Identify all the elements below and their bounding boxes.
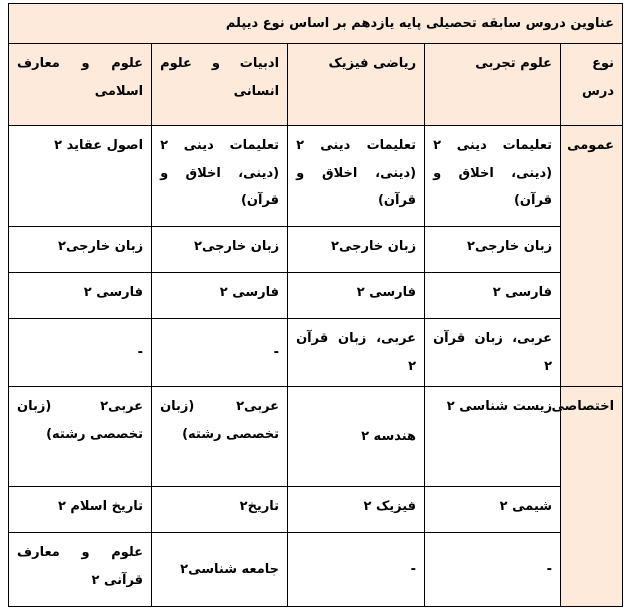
table-cell: زبان خارجی۲ [152, 227, 288, 273]
table-row [9, 487, 623, 533]
table-cell: - [9, 319, 152, 387]
table-row [9, 387, 623, 487]
table-cell: اصول عقاید ۲ [9, 126, 152, 227]
table-cell: شیمی ۲ [425, 487, 561, 533]
table-cell: جامعه شناسی۲ [152, 533, 288, 607]
table-cell: - [425, 533, 561, 607]
table-cell: فیزیک ۲ [288, 487, 425, 533]
corner-header: نوع درس [561, 44, 623, 126]
table-cell: فارسی ۲ [9, 273, 152, 319]
table-cell: عربی۲ (زبان تخصصی رشته) [152, 387, 288, 487]
curriculum-table [8, 3, 623, 607]
table-cell: فارسی ۲ [288, 273, 425, 319]
table-cell: زیست شناسی ۲ [425, 387, 561, 487]
column-header-maaref: علوم و معارف اسلامی [9, 44, 152, 126]
table-cell: تعلیمات دینی ۲ (دینی، اخلاق و قرآن) [152, 126, 288, 227]
column-header-tajrobi: علوم تجربی [425, 44, 561, 126]
table-cell: عربی، زبان قرآن ۲ [425, 319, 561, 387]
table-cell: تعلیمات دینی ۲ (دینی، اخلاق و قرآن) [288, 126, 425, 227]
table-cell: - [152, 319, 288, 387]
table-cell: فارسی ۲ [425, 273, 561, 319]
table-cell: تعلیمات دینی ۲ (دینی، اخلاق و قرآن) [425, 126, 561, 227]
table-row [9, 227, 623, 273]
table-cell: هندسه ۲ [288, 387, 425, 487]
table-cell: تاریخ۲ [152, 487, 288, 533]
table-cell: تاریخ اسلام ۲ [9, 487, 152, 533]
table-cell: زبان خارجی۲ [425, 227, 561, 273]
table-row [9, 126, 623, 227]
table-cell: عربی، زبان قرآن ۲ [288, 319, 425, 387]
table-cell: زبان خارجی۲ [288, 227, 425, 273]
group-label-specialized: اختصاصی [561, 387, 623, 607]
table-title: عناوین دروس سابقه تحصیلی پایه یازدهم بر اساس نوع دیپلم [9, 4, 623, 44]
table-row [9, 273, 623, 319]
table-cell: عربی۲ (زبان تخصصی رشته) [9, 387, 152, 487]
group-label-general: عمومی [561, 126, 623, 387]
table-cell: - [288, 533, 425, 607]
table-cell: فارسی ۲ [152, 273, 288, 319]
column-header-ensani: ادبیات و علوم انسانی [152, 44, 288, 126]
table-cell: علوم و معارف قرآنی ۲ [9, 533, 152, 607]
table-cell: زبان خارجی۲ [9, 227, 152, 273]
table-row [9, 533, 623, 607]
table-row [9, 319, 623, 387]
column-header-riazi: ریاضی فیزیک [288, 44, 425, 126]
